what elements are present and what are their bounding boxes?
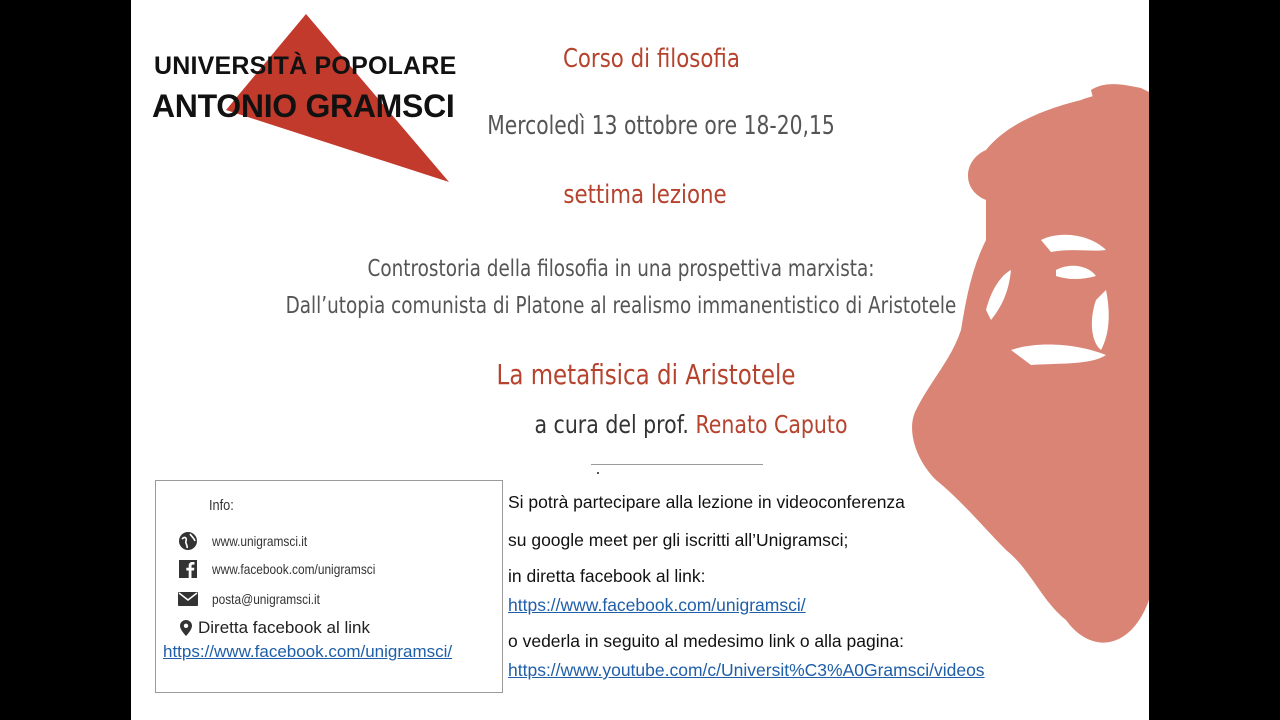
location-pin-icon <box>180 620 192 636</box>
info-email[interactable]: posta@unigramsci.it <box>212 591 320 607</box>
facebook-link[interactable]: https://www.facebook.com/unigramsci/ <box>508 595 806 615</box>
portrait-illustration <box>891 80 1149 660</box>
info-live-label: Diretta facebook al link <box>198 618 370 637</box>
info-website-row <box>176 531 324 551</box>
lesson-number: settima lezione <box>563 180 727 210</box>
lecture-title: La metafisica di Aristotele <box>496 358 796 391</box>
divider-line <box>591 464 763 465</box>
slide <box>131 0 1149 720</box>
globe-icon <box>176 531 200 551</box>
logo-line-1: UNIVERSITÀ POPOLARE <box>154 52 457 80</box>
info-title: Info: <box>209 497 234 514</box>
info-email-row <box>176 591 339 607</box>
body-line-4: o vederla in seguito al medesimo link o alla pagina: <box>508 631 904 651</box>
topic-line-2: Dall’utopia comunista di Platone al realismo immanentistico di Aristotele <box>285 293 957 319</box>
youtube-link[interactable]: https://www.youtube.com/c/Universit%C3%A0Gramsci/videos <box>508 660 985 680</box>
info-facebook-row <box>176 559 404 579</box>
body-line-3: in diretta facebook al link: <box>508 566 706 586</box>
course-title: Corso di filosofia <box>563 44 740 74</box>
info-facebook[interactable]: www.facebook.com/unigramsci <box>212 561 376 577</box>
lesson-date: Mercoledì 13 ottobre ore 18-20,15 <box>487 111 835 141</box>
info-box <box>155 480 503 693</box>
facebook-icon <box>176 559 200 579</box>
logo-line-2: ANTONIO GRAMSCI <box>152 88 455 124</box>
topic-line-1: Controstoria della filosofia in una prospettiva marxista: <box>367 256 875 282</box>
mail-icon <box>176 592 200 606</box>
info-live-row <box>180 618 370 638</box>
curator-line <box>502 410 879 439</box>
divider-dot <box>597 472 599 474</box>
info-live-link[interactable]: https://www.facebook.com/unigramsci/ <box>163 642 453 661</box>
curator-prefix: a cura del prof. <box>534 410 689 439</box>
curator-name: Renato Caputo <box>695 410 848 439</box>
body-line-2: su google meet per gli iscritti all’Unigramsci; <box>508 530 849 550</box>
info-website[interactable]: www.unigramsci.it <box>212 533 308 549</box>
body-line-1: Si potrà partecipare alla lezione in videoconferenza <box>508 492 905 512</box>
